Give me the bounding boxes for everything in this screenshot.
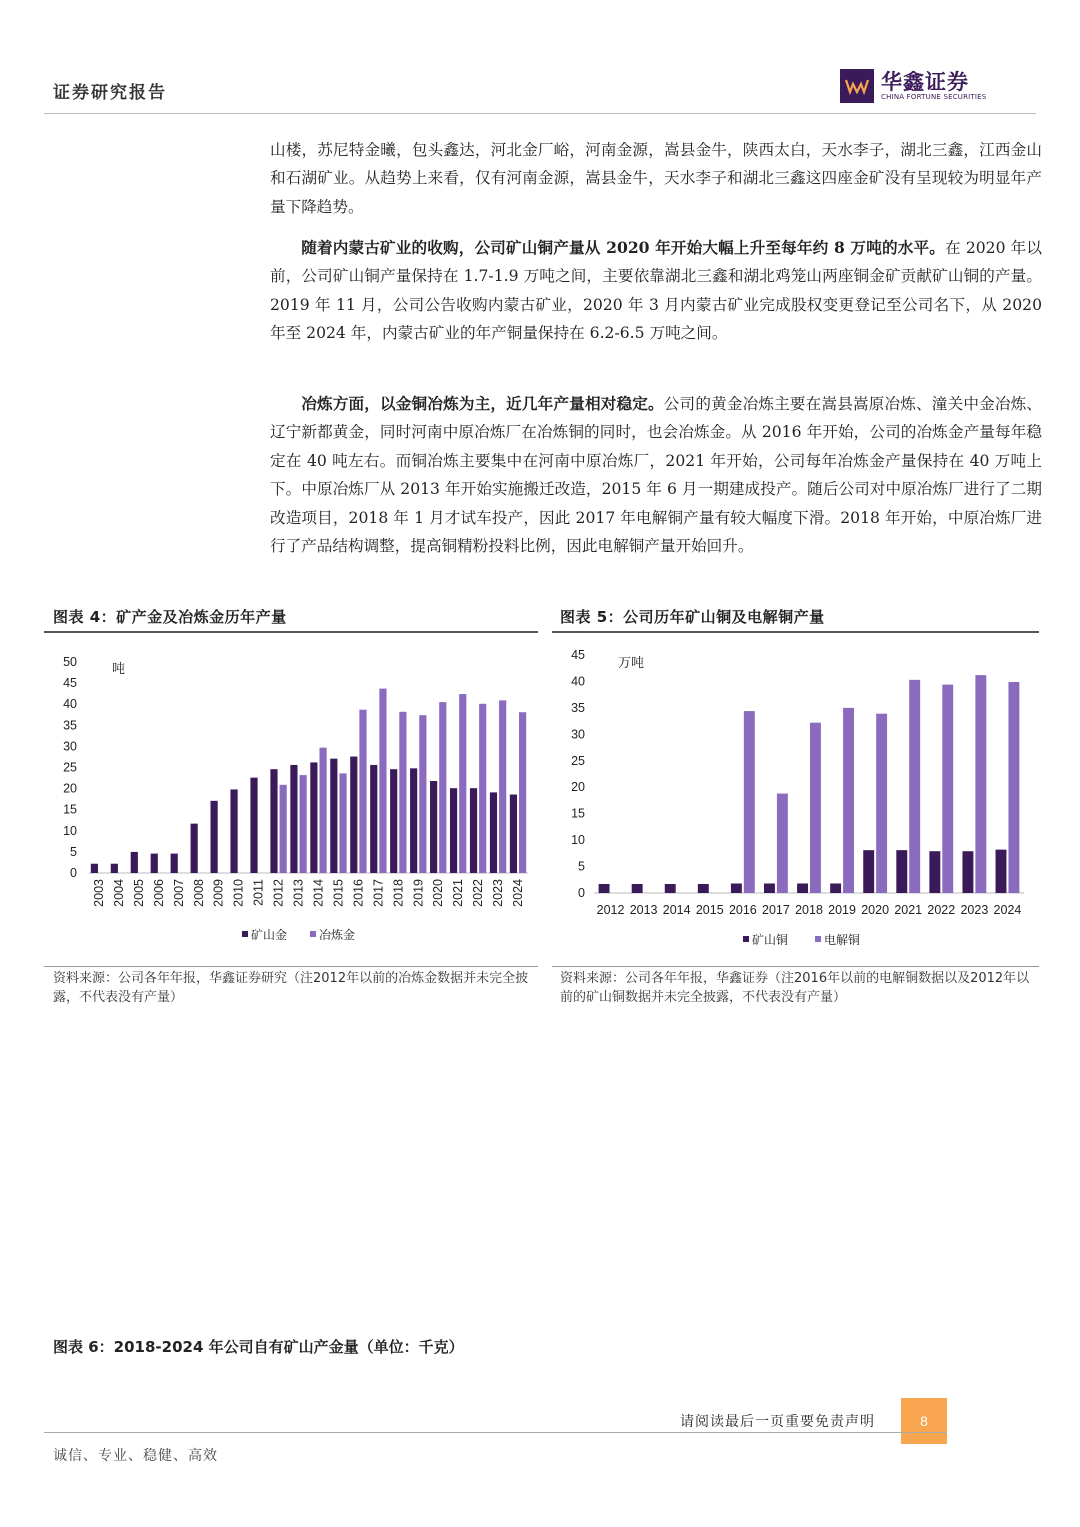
- y-tick-label: 10: [63, 823, 77, 838]
- bar-series-1-2016: [731, 883, 742, 893]
- logo-mark-icon: [840, 69, 874, 103]
- bar-series-2-2022: [942, 685, 953, 893]
- paragraph-1: [270, 136, 1042, 221]
- y-tick-label: 5: [70, 844, 77, 859]
- bar-series-1-2012: [270, 769, 277, 873]
- x-tick-label: 2022: [471, 879, 486, 907]
- bar-series-1-2008: [191, 824, 198, 873]
- y-tick-label: 40: [571, 674, 585, 689]
- bar-series-1-2013: [632, 884, 643, 893]
- figure-5-source: 资料来源：公司各年年报，华鑫证券（注2016年以前的电解铜数据以及2012年以前的矿山铜数据并未完全披露，不代表没有产量）: [560, 971, 1030, 1005]
- bar-series-2-2015: [339, 773, 346, 873]
- bar-series-2-2021: [909, 680, 920, 893]
- bar-series-2-2018: [399, 712, 406, 873]
- x-tick-label: 2011: [251, 879, 266, 906]
- x-tick-label: 2020: [861, 903, 890, 917]
- paragraph-3-bold-lead: 冶炼方面，以金铜冶炼为主，近几年产量相对稳定。: [301, 394, 664, 413]
- bar-series-2-2023: [975, 675, 986, 893]
- bar-series-2-2012: [280, 785, 287, 873]
- y-tick-label: 20: [63, 781, 77, 796]
- y-tick-label: 25: [63, 760, 77, 775]
- paragraph-3-text: 公司的黄金冶炼主要在嵩县嵩原冶炼、潼关中金冶炼、辽宁新都黄金，同时河南中原冶炼厂在冶炼铜的同时，也会冶炼金。从 2016 年开始，公司的冶炼金产量每年稳定在 40 吨左右。而铜冶炼主要集中在河南中原冶炼厂，2021 年开始，公司每年冶炼金产量保持在 40 万吨上下。中原冶炼厂从 2013 年开始实施搬迁改造，2015 年 6 月一期建成投产。随后公司对中原冶炼厂进行了二期改造项目，2018 年 1 月才试车投产，因此 2017 年电解铜产量有较大幅度下滑。2018 年开始，中原冶炼厂进行了产品结构调整，提高铜精粉投料比例，因此电解铜产量开始回升。: [270, 395, 1042, 556]
- y-tick-label: 5: [578, 859, 585, 874]
- legend-label-1: 矿山铜: [752, 933, 789, 947]
- y-tick-label: 30: [571, 727, 585, 742]
- bar-series-2-2020: [439, 702, 446, 873]
- x-tick-label: 2003: [91, 879, 106, 907]
- x-tick-label: 2009: [211, 879, 226, 907]
- x-tick-label: 2013: [629, 903, 658, 917]
- bar-series-2-2017: [777, 794, 788, 893]
- bar-series-2-2023: [499, 700, 506, 873]
- bar-series-2-2019: [419, 715, 426, 873]
- x-tick-label: 2023: [960, 903, 989, 917]
- x-tick-label: 2021: [894, 903, 923, 917]
- report-type-title: 证券研究报告: [53, 83, 167, 103]
- bar-series-1-2018: [390, 769, 397, 873]
- bar-series-1-2017: [370, 765, 377, 873]
- bar-series-1-2021: [450, 788, 457, 873]
- legend-label-1: 矿山金: [251, 928, 288, 942]
- bar-series-1-2021: [896, 850, 907, 893]
- figure-4-top-rule: [44, 631, 538, 633]
- y-tick-label: 15: [63, 802, 77, 817]
- x-tick-label: 2019: [828, 903, 856, 917]
- y-tick-label: 45: [63, 676, 77, 691]
- x-tick-label: 2004: [111, 879, 126, 907]
- x-tick-label: 2023: [491, 879, 506, 907]
- bar-series-2-2020: [876, 714, 887, 893]
- bar-series-1-2019: [410, 768, 417, 873]
- bar-series-1-2024: [996, 850, 1007, 893]
- logo-chinese-name: 华鑫证券: [881, 69, 969, 94]
- bar-series-1-2015: [698, 884, 709, 893]
- bar-series-1-2024: [510, 795, 517, 873]
- x-tick-label: 2008: [191, 879, 206, 907]
- x-tick-label: 2016: [728, 903, 757, 917]
- bar-series-1-2014: [665, 884, 676, 893]
- bar-series-1-2022: [470, 788, 477, 873]
- paragraph-1-text: 山楼，苏尼特金曦，包头鑫达，河北金厂峪，河南金源，嵩县金牛，陕西太白，天水李子，湖北三鑫，江西金山和石湖矿业。从趋势上来看，仅有河南金源，嵩县金牛，天水李子和湖北三鑫这四座金矿没有呈现较为明显年产量下降趋势。: [270, 141, 1042, 216]
- bar-series-1-2022: [929, 851, 940, 893]
- figure-4-title: 图表 4：矿产金及冶炼金历年产量: [53, 608, 287, 626]
- x-tick-label: 2007: [171, 879, 186, 907]
- company-logo: [840, 68, 986, 104]
- y-tick-label: 20: [571, 780, 585, 795]
- legend-swatch-1: [242, 931, 248, 937]
- y-unit-label: 万吨: [618, 655, 645, 670]
- figure-4-source: 资料来源：公司各年年报，华鑫证券研究（注2012年以前的冶炼金数据并未完全披露，不代表没有产量）: [53, 971, 529, 1005]
- x-tick-label: 2010: [231, 879, 246, 907]
- y-tick-label: 10: [571, 833, 585, 848]
- legend-swatch-2: [815, 936, 821, 942]
- y-tick-label: 50: [63, 655, 77, 669]
- y-tick-label: 0: [578, 886, 585, 900]
- x-tick-label: 2019: [411, 879, 426, 907]
- bar-series-1-2020: [863, 850, 874, 893]
- x-tick-label: 2013: [291, 879, 306, 907]
- y-tick-label: 35: [571, 700, 585, 715]
- legend-label-2: 电解铜: [824, 933, 861, 947]
- bar-series-1-2015: [330, 759, 337, 873]
- figure-4-bottom-rule: [44, 966, 538, 967]
- bar-series-1-2003: [91, 864, 98, 873]
- figure-6-title: 图表 6：2018-2024 年公司自有矿山产金量（单位：千克）: [53, 1338, 464, 1356]
- x-tick-label: 2014: [662, 903, 691, 917]
- y-unit-label: 吨: [112, 661, 126, 676]
- bar-series-1-2005: [131, 852, 138, 873]
- x-tick-label: 2012: [596, 903, 625, 917]
- x-tick-label: 2014: [311, 879, 326, 907]
- y-tick-label: 0: [70, 866, 77, 880]
- bar-series-2-2019: [843, 708, 854, 893]
- legend-label-2: 冶炼金: [319, 928, 356, 942]
- bar-series-2-2013: [300, 775, 307, 873]
- x-tick-label: 2015: [695, 903, 724, 917]
- bar-series-2-2016: [744, 711, 755, 893]
- x-tick-label: 2024: [993, 903, 1022, 917]
- y-tick-label: 45: [571, 648, 585, 662]
- paragraph-2-bold-lead: 随着内蒙古矿业的收购，公司矿山铜产量从 2020 年开始大幅上升至每年约 8 万吨的水平。: [301, 238, 945, 257]
- bar-series-1-2006: [151, 854, 158, 873]
- legend-swatch-1: [743, 936, 749, 942]
- x-tick-label: 2021: [451, 879, 466, 907]
- x-tick-label: 2006: [151, 879, 166, 907]
- bar-series-1-2017: [764, 883, 775, 893]
- x-tick-label: 2015: [331, 879, 346, 907]
- y-tick-label: 15: [571, 806, 585, 821]
- bar-series-1-2009: [211, 801, 218, 873]
- bar-series-1-2007: [171, 854, 178, 873]
- bar-series-1-2012: [599, 884, 610, 893]
- x-tick-label: 2017: [762, 903, 790, 917]
- bar-series-2-2018: [810, 723, 821, 893]
- bar-series-2-2014: [319, 748, 326, 873]
- bar-series-1-2019: [830, 883, 841, 893]
- bar-series-1-2010: [230, 789, 237, 873]
- x-tick-label: 2018: [795, 903, 823, 917]
- x-tick-label: 2012: [271, 879, 286, 907]
- x-tick-label: 2005: [131, 879, 146, 907]
- x-tick-label: 2024: [511, 879, 526, 907]
- logo-english-name: CHINA FORTUNE SECURITIES: [881, 92, 987, 101]
- y-tick-label: 30: [63, 739, 77, 754]
- x-tick-label: 2016: [351, 879, 366, 907]
- x-tick-label: 2017: [371, 879, 386, 907]
- figure-5-title: 图表 5：公司历年矿山铜及电解铜产量: [560, 608, 825, 626]
- bar-series-2-2022: [479, 704, 486, 873]
- bar-series-1-2023: [962, 851, 973, 893]
- bar-series-2-2017: [379, 689, 386, 873]
- x-tick-label: 2020: [431, 879, 446, 907]
- x-tick-label: 2018: [391, 879, 406, 907]
- x-tick-label: 2022: [927, 903, 956, 917]
- bar-series-1-2014: [310, 762, 317, 873]
- figure-5-chart: [552, 640, 1039, 960]
- bar-series-2-2021: [459, 694, 466, 873]
- figure-4-chart: [44, 640, 538, 960]
- bar-series-1-2018: [797, 883, 808, 893]
- footer-divider: [44, 1432, 947, 1433]
- y-tick-label: 25: [571, 753, 585, 768]
- bar-series-1-2020: [430, 781, 437, 873]
- y-tick-label: 40: [63, 697, 77, 712]
- y-tick-label: 35: [63, 718, 77, 733]
- bar-series-1-2013: [290, 765, 297, 873]
- legend-swatch-2: [310, 931, 316, 937]
- bar-series-1-2016: [350, 757, 357, 873]
- figure-5-bottom-rule: [552, 966, 1039, 967]
- disclaimer-note: 请阅读最后一页重要免责声明: [680, 1414, 875, 1430]
- paragraph-2-text: 在 2020 年以前，公司矿山铜产量保持在 1.7-1.9 万吨之间，主要依靠湖北三鑫和湖北鸡笼山两座铜金矿贡献矿山铜的产量。2019 年 11 月，公司公告收购内蒙古矿业，2020 年 3 月内蒙古矿业完成股权变更登记至公司名下，从 2020 年至 2024 年，内蒙古矿业的年产铜量保持在 6.2-6.5 万吨之间。: [270, 239, 1042, 343]
- bar-series-1-2004: [111, 864, 118, 873]
- paragraph-2: [270, 234, 1042, 348]
- footer-slogan: 诚信、专业、稳健、高效: [53, 1448, 218, 1464]
- bar-series-2-2024: [519, 712, 526, 873]
- bar-series-1-2023: [490, 792, 497, 873]
- bar-series-1-2011: [250, 778, 257, 873]
- figure-5-top-rule: [552, 631, 1039, 633]
- header-divider: [44, 113, 1036, 114]
- page-number: 8: [901, 1398, 947, 1444]
- bar-series-2-2016: [359, 710, 366, 873]
- paragraph-3: [270, 390, 1042, 560]
- bar-series-2-2024: [1008, 682, 1019, 893]
